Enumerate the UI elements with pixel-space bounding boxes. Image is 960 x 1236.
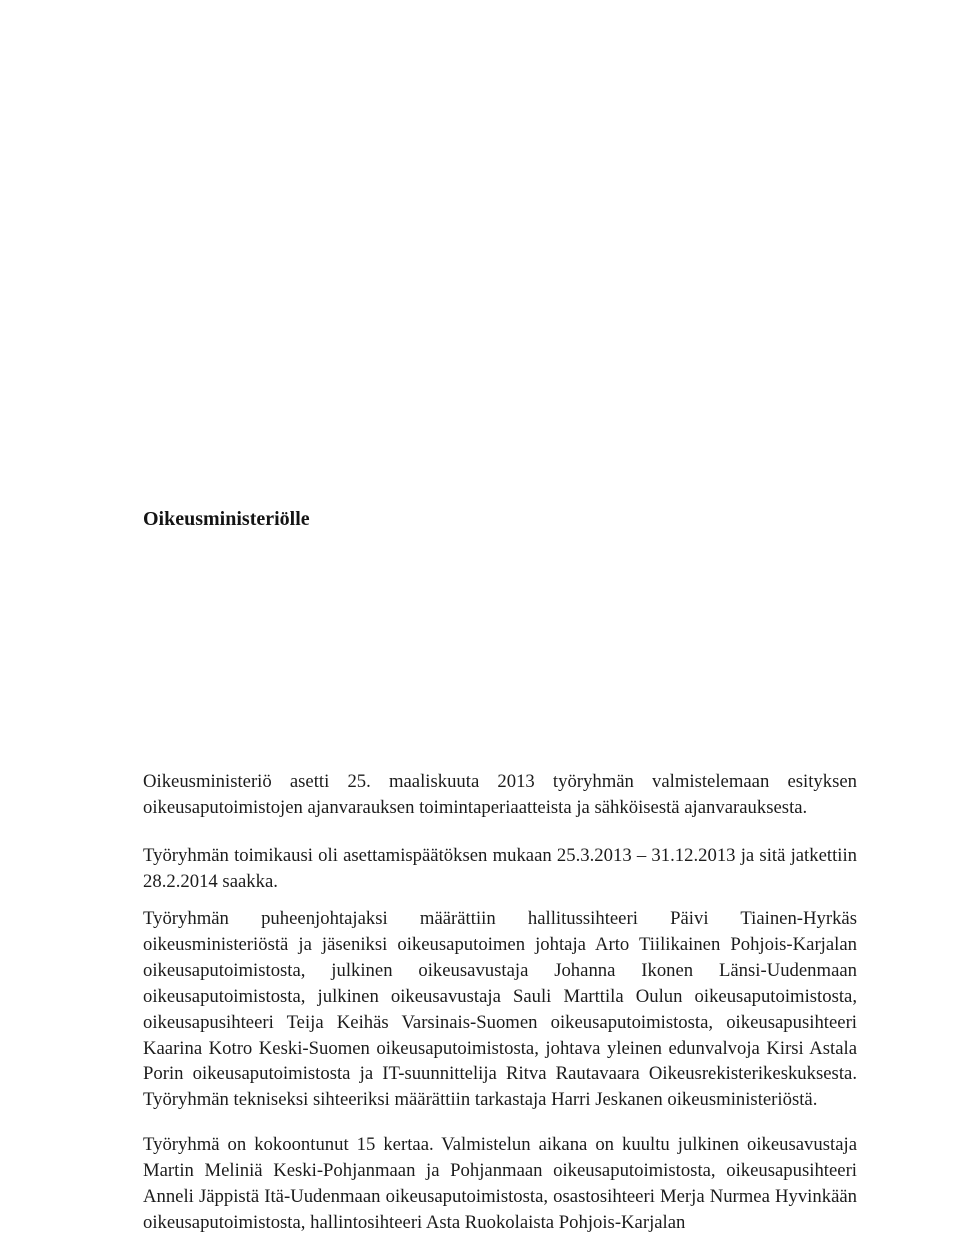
paragraph-members: Työryhmän puheenjohtajaksi määrättiin hallitussihteeri Päivi Tiainen-Hyrkäs oikeusministeriöstä ja jäseniksi oikeusaputoimen johtaja Arto Tiilikainen Pohjois-Karjalan oikeusaputoimistosta, julkinen oikeusavustaja Johanna Ikonen Länsi-Uudenmaan oikeusaputoimistosta, julkinen oikeusavustaja Sauli Marttila Oulun oikeusaputoimistosta, oikeusapusihteeri Teija Keihäs Varsinais-Suomen oikeusaputoimistosta, oikeusapusihteeri Kaarina Kotro Keski-Suomen oikeusaputoimistosta, johtava yleinen edunvalvoja Kirsi Astala Porin oikeusaputoimistosta ja IT-suunnittelija Ritva Rautavaara Oikeusrekisterikeskuksesta. Työryhmän tekniseksi sihteeriksi määrättiin tarkastaja Harri Jeskanen oikeusministeriöstä.: [143, 908, 857, 1111]
document-heading: Oikeusministeriölle: [143, 508, 310, 530]
paragraph-meetings: Työryhmä on kokoontunut 15 kertaa. Valmistelun aikana on kuultu julkinen oikeusavustaja Martin Meliniä Keski-Pohjanmaan ja Pohjanmaan oikeusaputoimistosta, oikeusapusihteeri Anneli Jäppistä Itä-Uudenmaan oikeusaputoimistosta, osastosihteeri Merja Nurmea Hyvinkään oikeusaputoimistosta, hallintosihteeri Asta Ruokolaista Pohjois-Karjalan: [143, 1134, 857, 1233]
paragraph-term: Työryhmän toimikausi oli asettamispäätöksen mukaan 25.3.2013 – 31.12.2013 ja sitä jatkettiin 28.2.2014 saakka.: [143, 845, 857, 892]
paragraph-appointment: Oikeusministeriö asetti 25. maaliskuuta 2013 työryhmän valmistelemaan esityksen oikeusaputoimistojen ajanvarauksen toimintaperiaatteista ja sähköisestä ajanvarauksesta.: [143, 771, 857, 818]
